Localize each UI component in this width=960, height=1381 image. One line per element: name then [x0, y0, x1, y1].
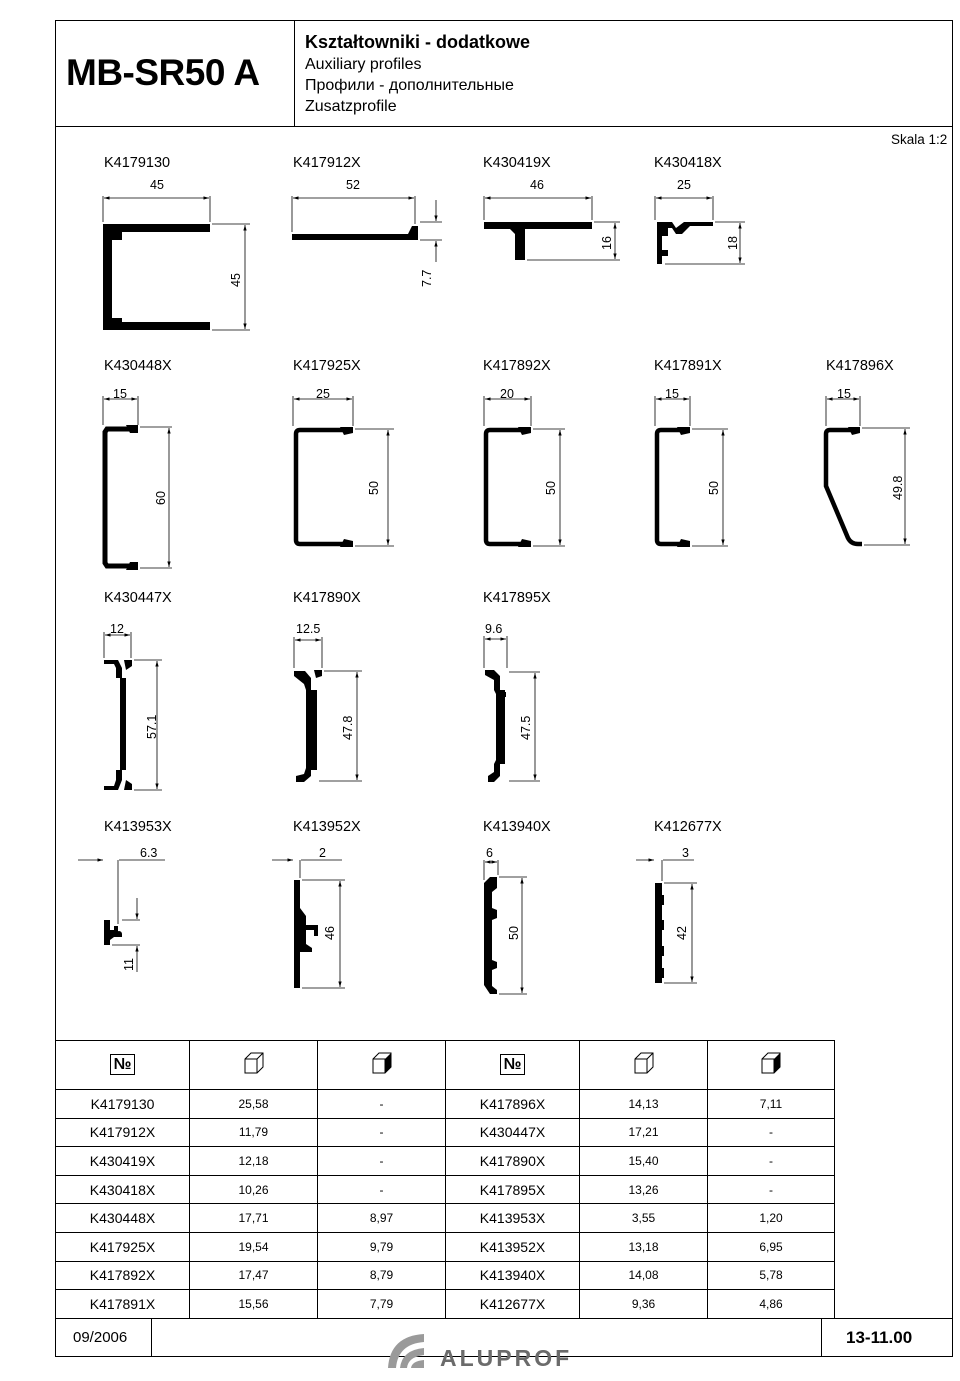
table-cell: 9,36 — [580, 1290, 708, 1319]
table-cell: 17,21 — [580, 1118, 708, 1147]
profile-code-K430419X: K430419X — [483, 155, 551, 171]
profile-code-K412677X: K412677X — [654, 819, 722, 835]
profile-code-K417890X: K417890X — [293, 590, 361, 606]
table-cell: - — [318, 1147, 446, 1176]
dim-width-K413952X: 2 — [319, 846, 326, 860]
table-cell: K413940X — [446, 1261, 580, 1290]
table-cell: K417925X — [56, 1232, 190, 1261]
table-cell: 17,47 — [190, 1261, 318, 1290]
profile-drawing-K430418X — [655, 196, 745, 264]
dim-height-K417895X: 47.5 — [519, 715, 533, 740]
profile-drawing-K417892X — [484, 396, 565, 547]
table-row — [56, 1204, 835, 1233]
table-cell: 17,71 — [190, 1204, 318, 1233]
footer-date: 09/2006 — [73, 1329, 128, 1346]
dim-height-K417925X: 50 — [367, 481, 381, 495]
profile-drawing-K417896X — [826, 396, 910, 545]
table-cell: 14,13 — [580, 1090, 708, 1119]
table-row — [56, 1118, 835, 1147]
system-code: MB-SR50 A — [66, 52, 260, 93]
dim-width-K417892X: 20 — [500, 387, 514, 401]
table-cell: 7,11 — [708, 1090, 835, 1119]
table-cell: 8,79 — [318, 1261, 446, 1290]
header-cell-no-1 — [56, 1041, 190, 1090]
table-cell: 15,56 — [190, 1290, 318, 1319]
header-cell-no-2 — [446, 1041, 580, 1090]
dim-height-K430447X: 57.1 — [145, 714, 159, 739]
table-cell: 1,20 — [708, 1204, 835, 1233]
dim-width-K413953X: 6.3 — [140, 846, 158, 860]
profile-code-K430448X: K430448X — [104, 358, 172, 374]
dim-height-K430418X: 18 — [726, 236, 740, 250]
table-cell: 15,40 — [580, 1147, 708, 1176]
table-cell: - — [708, 1147, 835, 1176]
dim-width-K430419X: 46 — [530, 178, 544, 192]
table-cell: K430448X — [56, 1204, 190, 1233]
dim-height-K4179130: 45 — [229, 273, 243, 287]
dim-height-K413953X: 11 — [122, 958, 136, 971]
dim-height-K412677X: 42 — [675, 926, 689, 940]
profile-drawing-K417925X — [293, 396, 394, 547]
table-row — [56, 1290, 835, 1319]
table-cell: K4179130 — [56, 1090, 190, 1119]
filled-box-icon — [371, 1051, 393, 1075]
dim-width-K430418X: 25 — [677, 178, 691, 192]
table-cell: K417895X — [446, 1175, 580, 1204]
title-russian: Профили - дополнительные — [305, 77, 514, 94]
profile-drawing-K430448X — [103, 396, 172, 570]
table-cell: 8,97 — [318, 1204, 446, 1233]
table-cell: K413952X — [446, 1232, 580, 1261]
profile-code-K413953X: K413953X — [104, 819, 172, 835]
title-german: Zusatzprofile — [305, 98, 397, 115]
table-cell: 6,95 — [708, 1232, 835, 1261]
profile-drawing-K417895X — [484, 636, 540, 782]
table-cell: 7,79 — [318, 1290, 446, 1319]
dim-width-K413940X: 6 — [486, 846, 493, 860]
profile-code-K417892X: K417892X — [483, 358, 551, 374]
profile-drawing-K413952X — [272, 860, 345, 988]
table-cell: K417896X — [446, 1090, 580, 1119]
table-cell: 13,26 — [580, 1175, 708, 1204]
title-english: Auxiliary profiles — [305, 56, 422, 73]
table-cell: 9,79 — [318, 1232, 446, 1261]
header-cell-outline-box-1 — [190, 1041, 318, 1090]
table-row — [56, 1090, 835, 1119]
dim-height-K417890X: 47.8 — [341, 715, 355, 740]
dim-height-K430419X: 16 — [600, 236, 614, 250]
table-cell: - — [318, 1090, 446, 1119]
table-cell: K417890X — [446, 1147, 580, 1176]
profile-code-K430418X: K430418X — [654, 155, 722, 171]
table-cell: 3,55 — [580, 1204, 708, 1233]
profile-drawing-K417891X — [655, 396, 728, 547]
table-cell: K417912X — [56, 1118, 190, 1147]
dim-height-K430448X: 60 — [154, 491, 168, 505]
dim-height-K413952X: 46 — [323, 926, 337, 940]
profile-drawing-K417912X — [292, 196, 442, 262]
dim-width-K417925X: 25 — [316, 387, 330, 401]
table-cell: K430419X — [56, 1147, 190, 1176]
table-row — [56, 1175, 835, 1204]
number-sign: № — [500, 1054, 526, 1075]
profile-drawing-K413953X — [78, 860, 165, 972]
table-cell: 4,86 — [708, 1290, 835, 1319]
table-cell: - — [318, 1118, 446, 1147]
profile-code-K413952X: K413952X — [293, 819, 361, 835]
number-sign: № — [110, 1054, 136, 1075]
profile-code-K417896X: K417896X — [826, 358, 894, 374]
profile-code-K417891X: K417891X — [654, 358, 722, 374]
aluprof-logo-icon — [384, 1328, 434, 1372]
header-cell-filled-box-1 — [318, 1041, 446, 1090]
table-cell: 19,54 — [190, 1232, 318, 1261]
dim-width-K4179130: 45 — [150, 178, 164, 192]
dim-width-K417891X: 15 — [665, 387, 679, 401]
outline-box-icon — [633, 1051, 655, 1075]
profile-drawing-K417890X — [294, 637, 362, 782]
scale-label: Skala 1:2 — [891, 132, 948, 147]
profile-code-K4179130: K4179130 — [104, 155, 171, 171]
dim-width-K417912X: 52 — [346, 178, 360, 192]
dim-height-K417891X: 50 — [707, 481, 721, 495]
header-cell-outline-box-2 — [580, 1041, 708, 1090]
footer-page-number: 13-11.00 — [846, 1328, 913, 1347]
brand-name: ALUPROF — [440, 1345, 573, 1371]
title-polish: Kształtowniki - dodatkowe — [305, 32, 531, 52]
dim-width-K412677X: 3 — [682, 846, 689, 860]
table-cell: K417892X — [56, 1261, 190, 1290]
profile-code-K413940X: K413940X — [483, 819, 551, 835]
filled-box-icon — [760, 1051, 782, 1075]
properties-table — [55, 1040, 835, 1319]
table-cell: K413953X — [446, 1204, 580, 1233]
table-cell: 10,26 — [190, 1175, 318, 1204]
profile-code-K417925X: K417925X — [293, 358, 361, 374]
dim-width-K417890X: 12.5 — [296, 622, 321, 636]
table-cell: - — [708, 1118, 835, 1147]
dim-height-K417896X: 49.8 — [891, 475, 905, 500]
table-cell: 25,58 — [190, 1090, 318, 1119]
table-cell: 13,18 — [580, 1232, 708, 1261]
table-cell: - — [318, 1175, 446, 1204]
outline-box-icon — [243, 1051, 265, 1075]
dim-width-K430448X: 15 — [113, 387, 127, 401]
table-cell: K417891X — [56, 1290, 190, 1319]
table-cell: 14,08 — [580, 1261, 708, 1290]
table-cell: 12,18 — [190, 1147, 318, 1176]
profile-code-K430447X: K430447X — [104, 590, 172, 606]
dim-height-K417892X: 50 — [544, 481, 558, 495]
table-cell: - — [708, 1175, 835, 1204]
table-cell: 11,79 — [190, 1118, 318, 1147]
profile-drawing-K4179130 — [103, 196, 250, 330]
header-cell-filled-box-2 — [708, 1041, 835, 1090]
table-cell: K430418X — [56, 1175, 190, 1204]
table-row — [56, 1147, 835, 1176]
table-cell: K430447X — [446, 1118, 580, 1147]
profile-code-K417895X: K417895X — [483, 590, 551, 606]
table-cell: 5,78 — [708, 1261, 835, 1290]
dim-width-K417896X: 15 — [837, 387, 851, 401]
profile-drawing-K412677X — [636, 860, 697, 983]
table-row — [56, 1261, 835, 1290]
table-row — [56, 1232, 835, 1261]
profile-drawing-K430447X — [104, 632, 162, 790]
dim-width-K430447X: 12 — [110, 622, 124, 636]
table-cell: K412677X — [446, 1290, 580, 1319]
dim-height-K417912X: 7.7 — [420, 269, 434, 287]
dim-width-K417895X: 9.6 — [485, 622, 503, 636]
profile-code-K417912X: K417912X — [293, 155, 361, 171]
dim-height-K413940X: 50 — [507, 926, 521, 940]
